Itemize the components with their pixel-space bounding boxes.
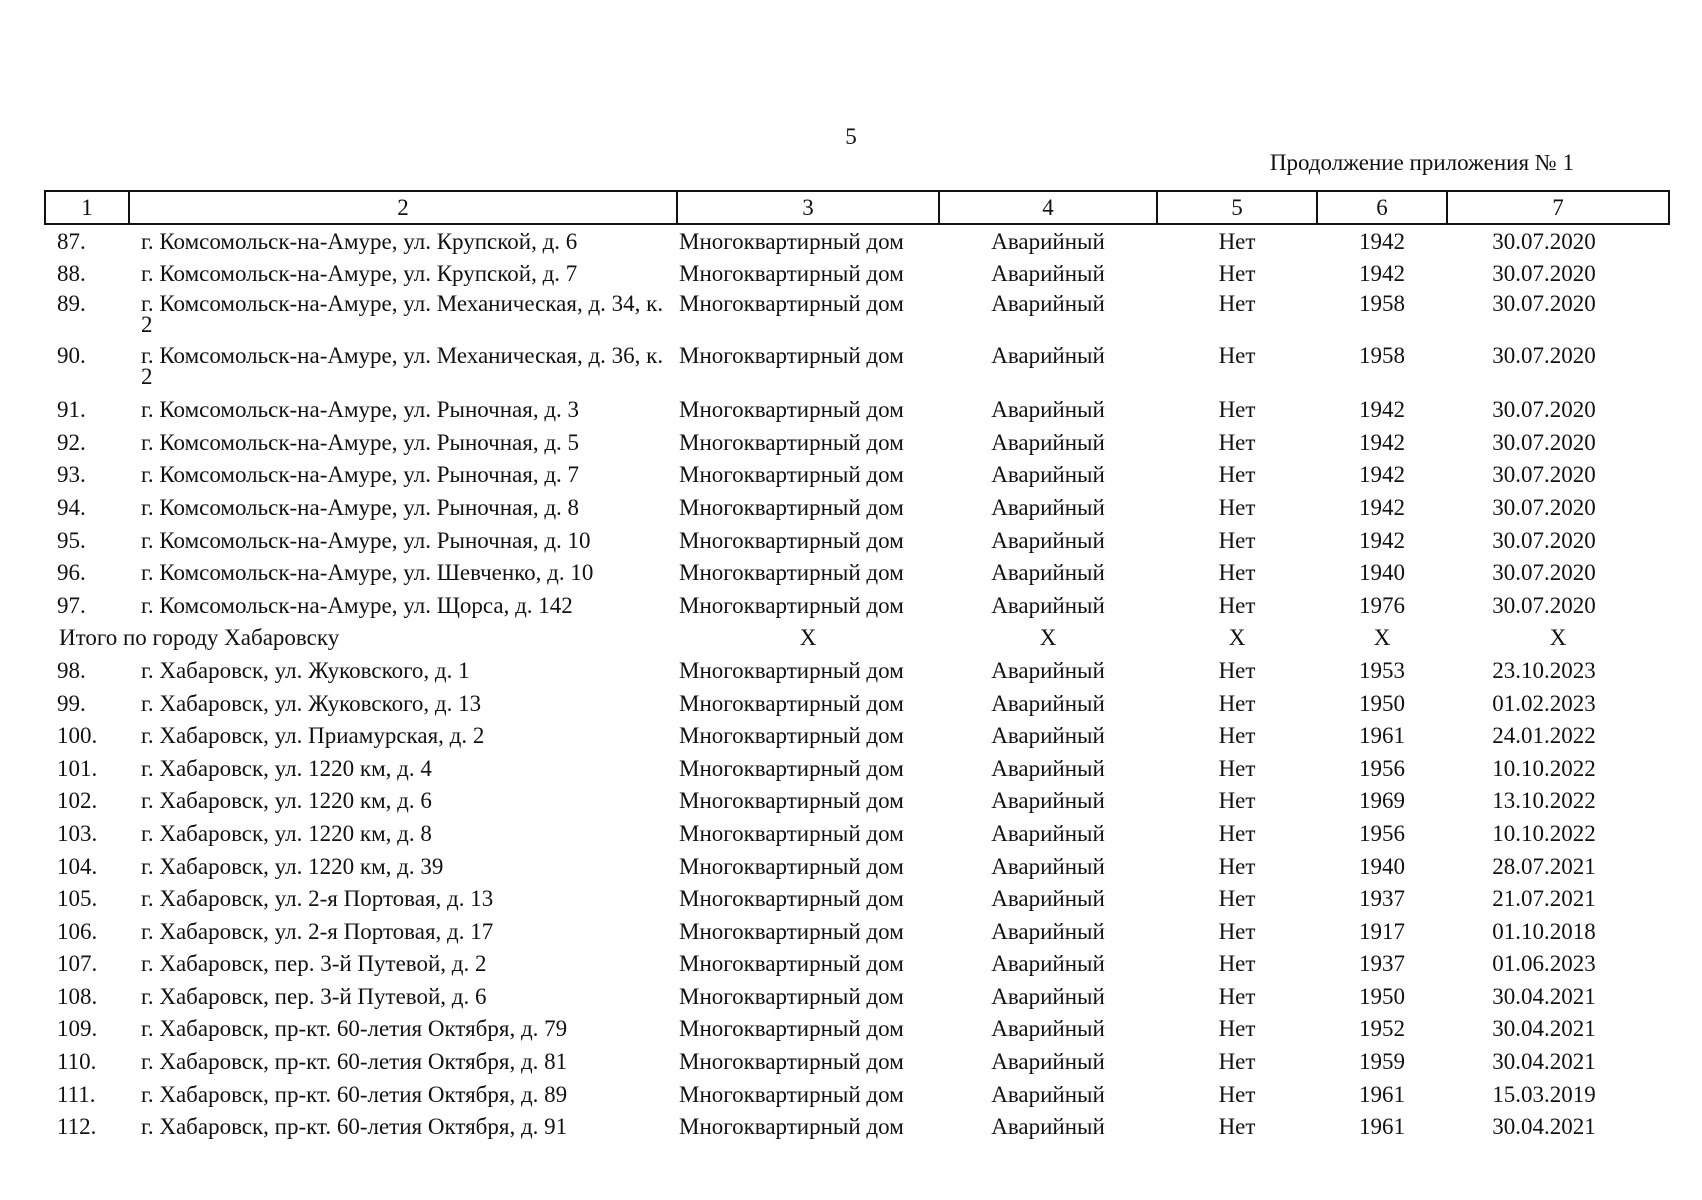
- row-flag: Нет: [1218, 527, 1256, 553]
- row-status: Аварийный: [991, 723, 1105, 749]
- row-type: Многоквартирный дом: [679, 983, 904, 1009]
- row-address: г. Комсомольск-на-Амуре, ул. Шевченко, д. 10: [141, 560, 594, 586]
- row-type: Многоквартирный дом: [679, 397, 904, 423]
- row-date: 30.04.2021: [1492, 1016, 1596, 1042]
- row-year: 1956: [1359, 755, 1405, 781]
- row-date: 10.10.2022: [1492, 820, 1596, 846]
- row-type: Многоквартирный дом: [679, 788, 904, 814]
- table-row: [45, 1078, 1669, 1111]
- row-type: Многоквартирный дом: [679, 918, 904, 944]
- row-type: Многоквартирный дом: [679, 1049, 904, 1075]
- row-date: 30.04.2021: [1492, 1114, 1596, 1140]
- row-status: Аварийный: [991, 1114, 1105, 1140]
- row-flag: Нет: [1218, 853, 1256, 879]
- table-row: [45, 556, 1669, 589]
- row-date: 30.07.2020: [1492, 343, 1596, 369]
- row-year: 1942: [1359, 527, 1405, 553]
- row-date: 30.07.2020: [1492, 462, 1596, 488]
- table-row: [45, 784, 1669, 817]
- row-address: г. Хабаровск, ул. 1220 км, д. 8: [141, 820, 432, 846]
- row-flag: Нет: [1218, 690, 1256, 716]
- row-address: г. Хабаровск, пр-кт. 60-летия Октября, д. 79: [141, 1016, 568, 1042]
- row-date: 30.04.2021: [1492, 983, 1596, 1009]
- row-flag: Нет: [1218, 983, 1256, 1009]
- row-year: 1961: [1359, 1081, 1405, 1107]
- row-number: 93.: [57, 462, 86, 488]
- row-date: 30.07.2020: [1492, 229, 1596, 254]
- row-type: Многоквартирный дом: [679, 723, 904, 749]
- row-date: 23.10.2023: [1492, 657, 1596, 683]
- row-date: 30.04.2021: [1492, 1049, 1596, 1075]
- row-status: Аварийный: [991, 755, 1105, 781]
- row-year: 1940: [1359, 560, 1405, 586]
- continuation-label: Продолжение приложения № 1: [1269, 150, 1574, 175]
- row-status: Аварийный: [991, 560, 1105, 586]
- table-row: [45, 341, 1669, 393]
- row-address: г. Комсомольск-на-Амуре, ул. Крупской, д. 6: [141, 229, 578, 254]
- row-date: 30.07.2020: [1492, 527, 1596, 553]
- row-year: 1961: [1359, 1114, 1405, 1140]
- row-number: 87.: [57, 229, 86, 254]
- subtotal-row: [45, 621, 1669, 654]
- row-status: Аварийный: [991, 462, 1105, 488]
- row-flag: Нет: [1218, 886, 1256, 912]
- row-address: г. Хабаровск, ул. 2-я Портовая, д. 17: [141, 918, 494, 944]
- row-status: Аварийный: [991, 527, 1105, 553]
- row-number: 107.: [57, 951, 98, 977]
- row-status: Аварийный: [991, 820, 1105, 846]
- table-row: [45, 491, 1669, 524]
- row-year: 1958: [1359, 291, 1405, 317]
- row-flag: Нет: [1218, 788, 1256, 814]
- table-row: [45, 719, 1669, 752]
- table-row: [45, 1045, 1669, 1078]
- row-address: г. Хабаровск, пр-кт. 60-летия Октября, д. 91: [141, 1114, 568, 1140]
- table-row: [45, 752, 1669, 785]
- row-year: 1950: [1359, 983, 1405, 1009]
- row-flag: Нет: [1218, 560, 1256, 586]
- row-number: 105.: [57, 886, 98, 912]
- table-subtotal: [45, 621, 1669, 654]
- row-flag: Нет: [1218, 291, 1256, 317]
- row-year: 1953: [1359, 657, 1405, 683]
- row-flag: Нет: [1218, 343, 1256, 369]
- row-address: г. Хабаровск, ул. 1220 км, д. 39: [141, 853, 444, 879]
- row-type: Многоквартирный дом: [679, 429, 904, 455]
- row-status: Аварийный: [991, 788, 1105, 814]
- row-number: 96.: [57, 560, 86, 586]
- row-number: 94.: [57, 494, 86, 520]
- row-number: 100.: [57, 723, 98, 749]
- column-header-5: 5: [1157, 191, 1317, 224]
- row-flag: Нет: [1218, 657, 1256, 683]
- row-date: 01.02.2023: [1492, 690, 1596, 716]
- table-body-khabarovsk: [45, 654, 1669, 1143]
- row-year: 1942: [1359, 397, 1405, 423]
- row-status: Аварийный: [991, 494, 1105, 520]
- row-date: 30.07.2020: [1492, 592, 1596, 618]
- row-date: 01.10.2018: [1492, 918, 1596, 944]
- row-year: 1937: [1359, 886, 1405, 912]
- row-status: Аварийный: [991, 918, 1105, 944]
- table-row: [45, 589, 1669, 622]
- table-row: [45, 947, 1669, 980]
- table-row: [45, 257, 1669, 290]
- row-status: Аварийный: [991, 690, 1105, 716]
- row-year: 1956: [1359, 820, 1405, 846]
- row-address: г. Хабаровск, пер. 3-й Путевой, д. 6: [141, 983, 487, 1009]
- table-row: [45, 687, 1669, 720]
- table-row: [45, 882, 1669, 915]
- row-date: 01.06.2023: [1492, 951, 1596, 977]
- row-flag: Нет: [1218, 494, 1256, 520]
- row-flag: Нет: [1218, 755, 1256, 781]
- row-flag: Нет: [1218, 260, 1256, 286]
- table-row: [45, 817, 1669, 850]
- table-row: [45, 524, 1669, 557]
- row-date: 30.07.2020: [1492, 397, 1596, 423]
- row-year: 1937: [1359, 951, 1405, 977]
- table-row: [45, 289, 1669, 341]
- column-header-7: 7: [1447, 191, 1669, 224]
- row-status: Аварийный: [991, 853, 1105, 879]
- row-type: Многоквартирный дом: [679, 592, 904, 618]
- row-status: Аварийный: [991, 1016, 1105, 1042]
- row-date: 13.10.2022: [1492, 788, 1596, 814]
- table-row: [45, 654, 1669, 687]
- row-address: г. Комсомольск-на-Амуре, ул. Рыночная, д. 7: [141, 462, 580, 488]
- row-year: 1950: [1359, 690, 1405, 716]
- row-number: 102.: [57, 788, 98, 814]
- row-year: 1942: [1359, 462, 1405, 488]
- subtotal-mark: X: [1373, 625, 1391, 651]
- row-date: 15.03.2019: [1492, 1081, 1596, 1107]
- subtotal-mark: X: [1228, 625, 1246, 651]
- row-date: 30.07.2020: [1492, 291, 1596, 317]
- subtotal-mark: X: [799, 625, 817, 651]
- row-type: Многоквартирный дом: [679, 527, 904, 553]
- row-type: Многоквартирный дом: [679, 820, 904, 846]
- row-flag: Нет: [1218, 397, 1256, 423]
- subtotal-label: Итого по городу Хабаровску: [59, 625, 340, 651]
- row-number: 92.: [57, 429, 86, 455]
- row-year: 1917: [1359, 918, 1405, 944]
- row-status: Аварийный: [991, 229, 1105, 254]
- row-address: г. Комсомольск-на-Амуре, ул. Рыночная, д. 8: [141, 494, 580, 520]
- row-address: г. Хабаровск, пр-кт. 60-летия Октября, д. 89: [141, 1081, 568, 1107]
- row-address: г. Комсомольск-на-Амуре, ул. Рыночная, д. 5: [141, 429, 580, 455]
- row-date: 21.07.2021: [1492, 886, 1596, 912]
- row-status: Аварийный: [991, 886, 1105, 912]
- row-year: 1942: [1359, 229, 1405, 254]
- row-flag: Нет: [1218, 462, 1256, 488]
- row-year: 1958: [1359, 343, 1405, 369]
- row-number: 98.: [57, 657, 86, 683]
- table-header-row: [45, 191, 1669, 224]
- row-status: Аварийный: [991, 1081, 1105, 1107]
- row-status: Аварийный: [991, 260, 1105, 286]
- row-number: 103.: [57, 820, 98, 846]
- row-address: г. Комсомольск-на-Амуре, ул. Щорса, д. 142: [141, 592, 573, 618]
- row-number: 108.: [57, 983, 98, 1009]
- row-number: 101.: [57, 755, 98, 781]
- row-status: Аварийный: [991, 343, 1105, 369]
- row-address: г. Комсомольск-на-Амуре, ул. Механическая, д. 36, к. 2: [141, 343, 664, 390]
- row-year: 1952: [1359, 1016, 1405, 1042]
- row-type: Многоквартирный дом: [679, 1016, 904, 1042]
- row-type: Многоквартирный дом: [679, 951, 904, 977]
- table-row: [45, 850, 1669, 883]
- table-row: [45, 224, 1669, 257]
- row-flag: Нет: [1218, 229, 1256, 254]
- row-address: г. Хабаровск, ул. Жуковского, д. 13: [141, 690, 482, 716]
- subtotal-mark: X: [1039, 625, 1057, 651]
- row-number: 110.: [57, 1049, 97, 1075]
- row-status: Аварийный: [991, 1049, 1105, 1075]
- row-type: Многоквартирный дом: [679, 560, 904, 586]
- row-address: г. Хабаровск, пер. 3-й Путевой, д. 2: [141, 951, 487, 977]
- row-flag: Нет: [1218, 951, 1256, 977]
- row-status: Аварийный: [991, 983, 1105, 1009]
- row-status: Аварийный: [991, 291, 1105, 317]
- row-number: 89.: [57, 291, 86, 317]
- page-number: 5: [845, 124, 857, 149]
- row-type: Многоквартирный дом: [679, 1081, 904, 1107]
- row-type: Многоквартирный дом: [679, 462, 904, 488]
- row-address: г. Комсомольск-на-Амуре, ул. Рыночная, д. 10: [141, 527, 591, 553]
- row-type: Многоквартирный дом: [679, 886, 904, 912]
- row-number: 111.: [57, 1081, 96, 1107]
- row-status: Аварийный: [991, 951, 1105, 977]
- row-status: Аварийный: [991, 397, 1105, 423]
- column-header-1: 1: [45, 191, 129, 224]
- row-year: 1969: [1359, 788, 1405, 814]
- row-address: г. Комсомольск-на-Амуре, ул. Крупской, д. 7: [141, 260, 578, 286]
- row-number: 91.: [57, 397, 86, 423]
- row-flag: Нет: [1218, 1081, 1256, 1107]
- row-type: Многоквартирный дом: [679, 229, 904, 254]
- table-row: [45, 458, 1669, 491]
- row-number: 112.: [57, 1114, 97, 1140]
- row-address: г. Хабаровск, ул. Приамурская, д. 2: [141, 723, 485, 749]
- table-row: [45, 393, 1669, 426]
- row-date: 28.07.2021: [1492, 853, 1596, 879]
- row-year: 1959: [1359, 1049, 1405, 1075]
- subtotal-mark: X: [1549, 625, 1567, 651]
- row-type: Многоквартирный дом: [679, 260, 904, 286]
- row-status: Аварийный: [991, 592, 1105, 618]
- row-year: 1942: [1359, 494, 1405, 520]
- row-address: г. Хабаровск, ул. Жуковского, д. 1: [141, 657, 470, 683]
- row-date: 10.10.2022: [1492, 755, 1596, 781]
- row-type: Многоквартирный дом: [679, 690, 904, 716]
- row-type: Многоквартирный дом: [679, 657, 904, 683]
- houses-table: [44, 190, 1670, 1143]
- row-year: 1942: [1359, 429, 1405, 455]
- row-type: Многоквартирный дом: [679, 291, 904, 317]
- row-type: Многоквартирный дом: [679, 853, 904, 879]
- row-number: 88.: [57, 260, 86, 286]
- column-header-3: 3: [677, 191, 939, 224]
- row-number: 90.: [57, 343, 86, 369]
- row-address: г. Комсомольск-на-Амуре, ул. Механическая, д. 34, к. 2: [141, 291, 664, 338]
- row-type: Многоквартирный дом: [679, 494, 904, 520]
- row-number: 97.: [57, 592, 86, 618]
- row-number: 104.: [57, 853, 98, 879]
- row-flag: Нет: [1218, 723, 1256, 749]
- row-flag: Нет: [1218, 592, 1256, 618]
- row-year: 1942: [1359, 260, 1405, 286]
- row-year: 1976: [1359, 592, 1405, 618]
- column-header-2: 2: [129, 191, 677, 224]
- table-row: [45, 980, 1669, 1013]
- row-flag: Нет: [1218, 820, 1256, 846]
- row-flag: Нет: [1218, 1114, 1256, 1140]
- row-number: 99.: [57, 690, 86, 716]
- row-date: 30.07.2020: [1492, 494, 1596, 520]
- row-status: Аварийный: [991, 429, 1105, 455]
- row-address: г. Хабаровск, ул. 2-я Портовая, д. 13: [141, 886, 494, 912]
- row-date: 24.01.2022: [1492, 723, 1596, 749]
- row-number: 106.: [57, 918, 98, 944]
- row-date: 30.07.2020: [1492, 429, 1596, 455]
- table-row: [45, 1110, 1669, 1143]
- row-flag: Нет: [1218, 1016, 1256, 1042]
- row-address: г. Хабаровск, ул. 1220 км, д. 6: [141, 788, 432, 814]
- table-body-komsomolsk: [45, 224, 1669, 621]
- row-flag: Нет: [1218, 429, 1256, 455]
- row-flag: Нет: [1218, 1049, 1256, 1075]
- row-type: Многоквартирный дом: [679, 343, 904, 369]
- row-address: г. Хабаровск, ул. 1220 км, д. 4: [141, 755, 432, 781]
- table-row: [45, 1012, 1669, 1045]
- row-type: Многоквартирный дом: [679, 1114, 904, 1140]
- row-date: 30.07.2020: [1492, 560, 1596, 586]
- row-date: 30.07.2020: [1492, 260, 1596, 286]
- row-type: Многоквартирный дом: [679, 755, 904, 781]
- row-year: 1940: [1359, 853, 1405, 879]
- table-row: [45, 915, 1669, 948]
- column-header-4: 4: [939, 191, 1157, 224]
- row-address: г. Комсомольск-на-Амуре, ул. Рыночная, д. 3: [141, 397, 580, 423]
- row-year: 1961: [1359, 723, 1405, 749]
- column-header-6: 6: [1317, 191, 1447, 224]
- row-number: 95.: [57, 527, 86, 553]
- row-number: 109.: [57, 1016, 98, 1042]
- row-flag: Нет: [1218, 918, 1256, 944]
- table-row: [45, 426, 1669, 459]
- row-address: г. Хабаровск, пр-кт. 60-летия Октября, д. 81: [141, 1049, 568, 1075]
- row-status: Аварийный: [991, 657, 1105, 683]
